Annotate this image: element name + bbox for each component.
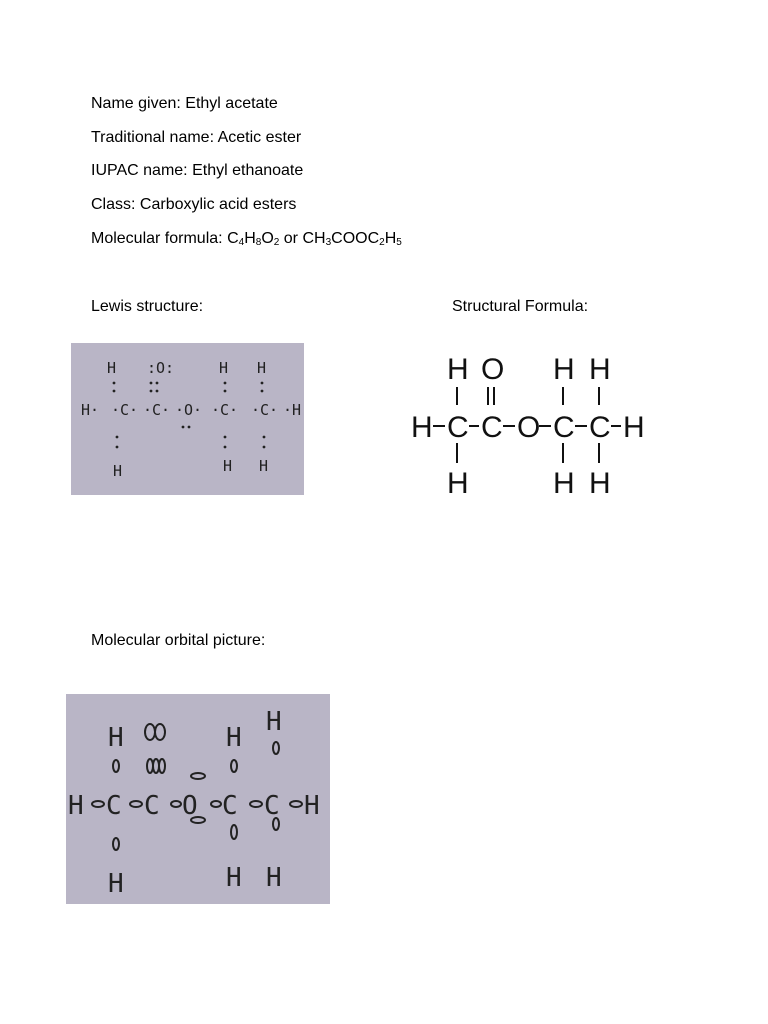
svg-text:H: H	[226, 863, 242, 893]
svg-text:·C·: ·C·	[251, 401, 279, 419]
formula-c4h8o2: $C_4H_8O_2$	[227, 230, 280, 248]
svg-text:·C·: ·C·	[211, 401, 239, 419]
molecular-orbital-image	[66, 694, 330, 904]
svg-text:C: C	[553, 411, 575, 444]
svg-text:H: H	[589, 353, 611, 386]
svg-text:C: C	[264, 791, 280, 821]
svg-text:C: C	[589, 411, 611, 444]
svg-text:H: H	[589, 467, 611, 500]
svg-text:H·: H·	[81, 401, 100, 419]
svg-text:C: C	[481, 411, 503, 444]
svg-text::O:: :O:	[147, 359, 175, 377]
lewis-structure-label: Lewis structure:	[91, 298, 204, 315]
lewis-structure-drawing	[71, 343, 304, 495]
svg-text:O: O	[481, 353, 505, 386]
svg-text:H: H	[553, 467, 575, 500]
svg-text:C: C	[222, 791, 238, 821]
traditional-name-line: Traditional name: Acetic ester	[91, 129, 302, 146]
molecular-formula-line: Molecular formula: $C_4H_8O_2$ or $CH_3COOC_2H_5$	[91, 230, 402, 248]
svg-text:H: H	[108, 723, 124, 753]
svg-text:H: H	[107, 359, 117, 377]
svg-text:H: H	[219, 359, 229, 377]
svg-text:H: H	[113, 462, 123, 480]
svg-text:H: H	[304, 791, 320, 821]
class-line: Class: Carboxylic acid esters	[91, 196, 297, 213]
svg-text:H: H	[447, 467, 469, 500]
svg-text:H: H	[226, 723, 242, 753]
svg-text:H: H	[411, 411, 433, 444]
svg-text:·C·: ·C·	[143, 401, 171, 419]
svg-text:·H: ·H	[283, 401, 302, 419]
svg-text:·O·: ·O·	[175, 401, 203, 419]
molecular-orbital-label: Molecular orbital picture:	[91, 632, 266, 649]
svg-text:H: H	[259, 457, 269, 475]
svg-text:H: H	[623, 411, 645, 444]
svg-text:H: H	[68, 791, 84, 821]
svg-text:C: C	[144, 791, 160, 821]
formula-ch3cooc2h5: $CH_3COOC_2H_5$	[302, 230, 402, 248]
svg-text:H: H	[266, 707, 282, 737]
svg-text:O: O	[517, 411, 541, 444]
structural-formula-label: Structural Formula:	[452, 298, 589, 315]
structural-formula-drawing	[405, 345, 650, 500]
svg-text:C: C	[447, 411, 469, 444]
name-given-line: Name given: Ethyl acetate	[91, 95, 278, 112]
svg-text:O: O	[182, 791, 198, 821]
lewis-structure-image	[71, 343, 304, 495]
svg-text:H: H	[223, 457, 233, 475]
molecular-orbital-drawing	[66, 694, 330, 904]
svg-text:H: H	[108, 869, 124, 899]
svg-text:H: H	[447, 353, 469, 386]
svg-text:H: H	[257, 359, 267, 377]
svg-text:H: H	[266, 863, 282, 893]
iupac-name-line: IUPAC name: Ethyl ethanoate	[91, 162, 304, 179]
svg-text:H: H	[553, 353, 575, 386]
svg-text:·C·: ·C·	[111, 401, 139, 419]
svg-text:C: C	[106, 791, 122, 821]
